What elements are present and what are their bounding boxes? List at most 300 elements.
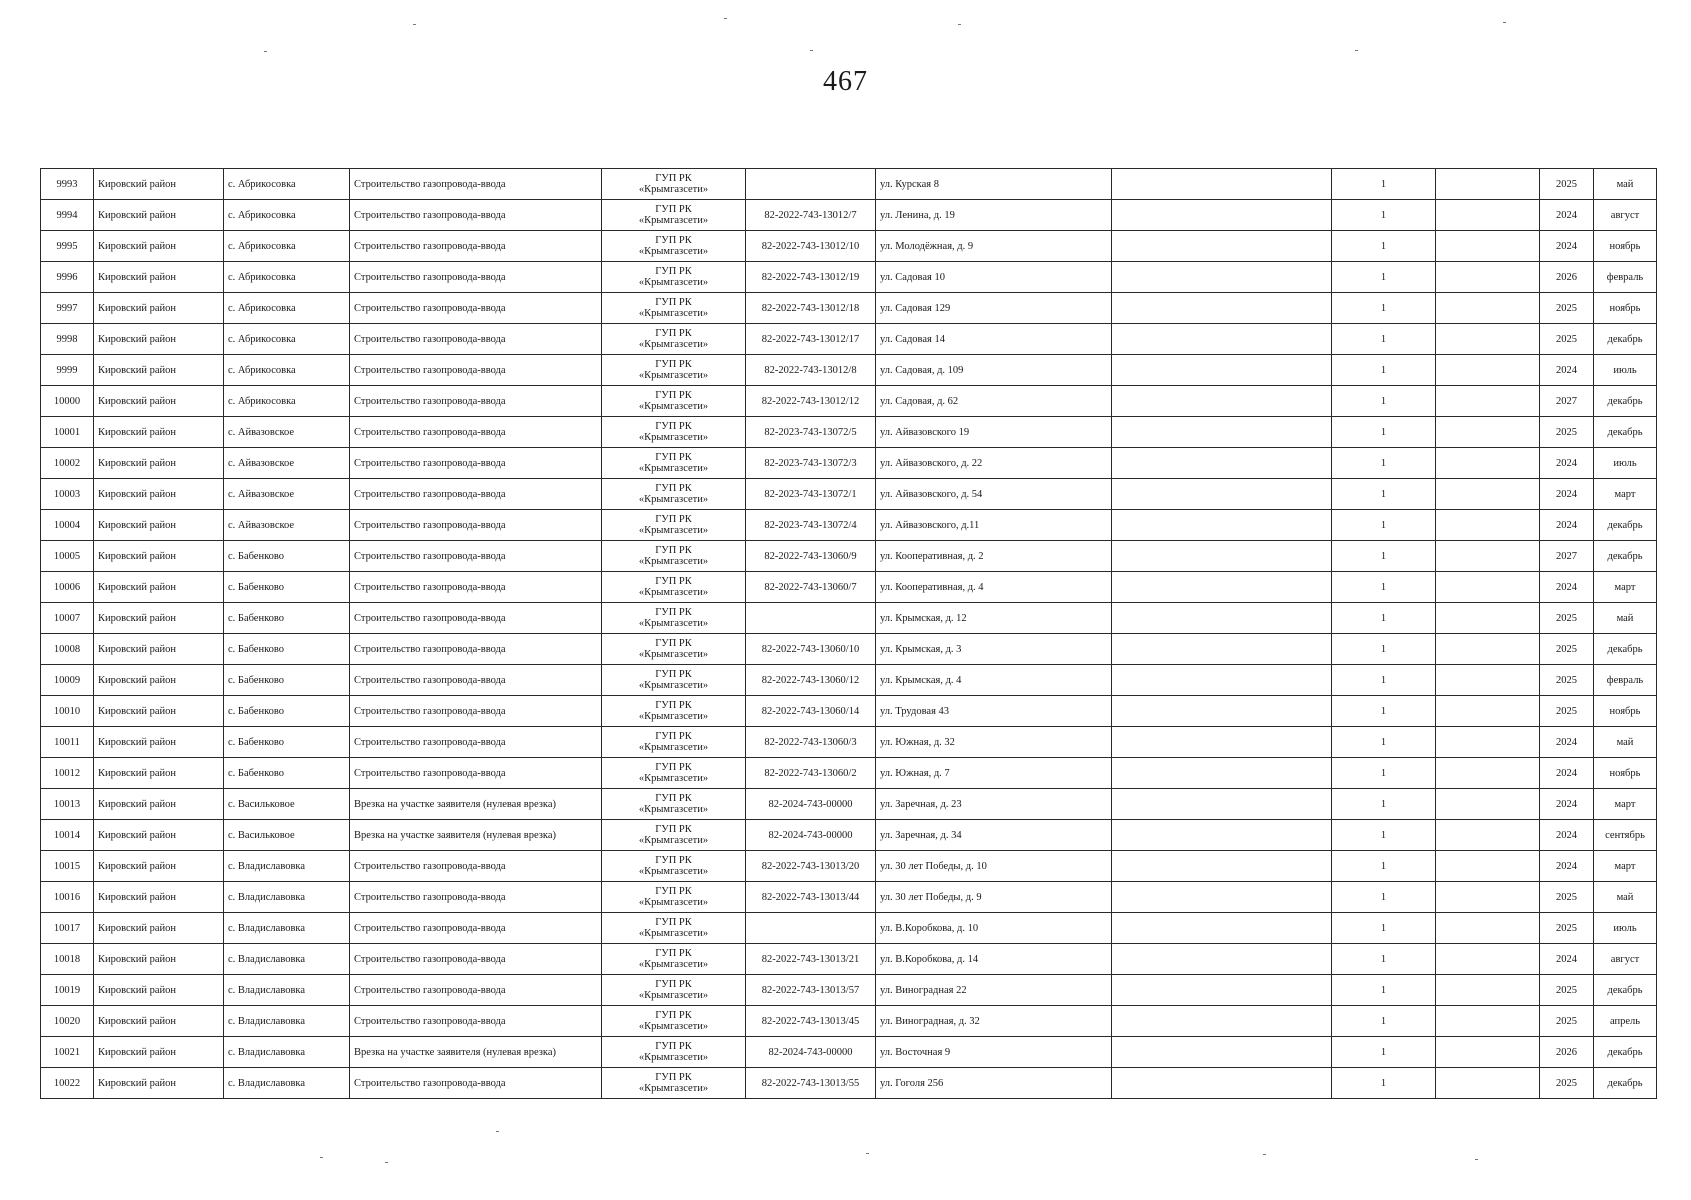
cell-settlement: с. Владиславовка xyxy=(224,913,350,944)
organization-brand: «Крымгазсети» xyxy=(638,401,709,412)
organization-brand: «Крымгазсети» xyxy=(638,1083,709,1094)
cell-code: 82-2022-743-13060/7 xyxy=(746,572,876,603)
cell-settlement: с. Бабенково xyxy=(224,572,350,603)
organization-brand: «Крымгазсети» xyxy=(638,308,709,319)
cell-number: 10011 xyxy=(41,727,94,758)
cell-year: 2025 xyxy=(1540,975,1594,1006)
scan-speck xyxy=(1263,1154,1266,1155)
organization-name: ГУП РК xyxy=(655,390,692,401)
cell-code: 82-2022-743-13012/17 xyxy=(746,324,876,355)
cell-organization xyxy=(602,200,746,231)
cell-quantity: 1 xyxy=(1332,975,1436,1006)
cell-work-type: Строительство газопровода-ввода xyxy=(350,324,602,355)
cell-work-type: Строительство газопровода-ввода xyxy=(350,634,602,665)
cell-extra xyxy=(1436,448,1540,479)
table-row xyxy=(41,603,1657,634)
cell-quantity: 1 xyxy=(1332,572,1436,603)
table-row xyxy=(41,913,1657,944)
organization-name: ГУП РК xyxy=(655,824,692,835)
cell-district: Кировский район xyxy=(94,758,224,789)
cell-work-type: Строительство газопровода-ввода xyxy=(350,1006,602,1037)
cell-note xyxy=(1112,479,1332,510)
cell-code: 82-2022-743-13013/55 xyxy=(746,1068,876,1099)
cell-note xyxy=(1112,572,1332,603)
organization-name: ГУП РК xyxy=(655,576,692,587)
cell-note xyxy=(1112,1068,1332,1099)
cell-organization xyxy=(602,1037,746,1068)
cell-organization xyxy=(602,603,746,634)
cell-month: февраль xyxy=(1594,262,1657,293)
organization-name: ГУП РК xyxy=(655,204,692,215)
table-body xyxy=(41,169,1657,1099)
organization-brand: «Крымгазсети» xyxy=(638,587,709,598)
cell-number: 10003 xyxy=(41,479,94,510)
cell-work-type: Строительство газопровода-ввода xyxy=(350,851,602,882)
cell-note xyxy=(1112,820,1332,851)
table-row xyxy=(41,975,1657,1006)
cell-quantity: 1 xyxy=(1332,882,1436,913)
table-row xyxy=(41,820,1657,851)
cell-settlement: с. Абрикосовка xyxy=(224,324,350,355)
cell-district: Кировский район xyxy=(94,200,224,231)
cell-district: Кировский район xyxy=(94,727,224,758)
cell-month: март xyxy=(1594,789,1657,820)
cell-settlement: с. Васильковое xyxy=(224,820,350,851)
cell-year: 2026 xyxy=(1540,1037,1594,1068)
cell-work-type: Строительство газопровода-ввода xyxy=(350,727,602,758)
cell-address: ул. Айвазовского 19 xyxy=(876,417,1112,448)
organization-brand: «Крымгазсети» xyxy=(638,835,709,846)
cell-district: Кировский район xyxy=(94,448,224,479)
cell-quantity: 1 xyxy=(1332,1068,1436,1099)
cell-number: 10006 xyxy=(41,572,94,603)
cell-settlement: с. Айвазовское xyxy=(224,448,350,479)
cell-note xyxy=(1112,324,1332,355)
cell-settlement: с. Бабенково xyxy=(224,727,350,758)
cell-code xyxy=(746,603,876,634)
cell-settlement: с. Абрикосовка xyxy=(224,355,350,386)
cell-number: 10013 xyxy=(41,789,94,820)
organization-name: ГУП РК xyxy=(655,793,692,804)
cell-number: 10009 xyxy=(41,665,94,696)
cell-extra xyxy=(1436,727,1540,758)
cell-month: июль xyxy=(1594,448,1657,479)
cell-code: 82-2024-743-00000 xyxy=(746,820,876,851)
cell-address: ул. Крымская, д. 3 xyxy=(876,634,1112,665)
cell-work-type: Строительство газопровода-ввода xyxy=(350,696,602,727)
cell-year: 2025 xyxy=(1540,603,1594,634)
table-row xyxy=(41,572,1657,603)
cell-month: декабрь xyxy=(1594,324,1657,355)
cell-settlement: с. Айвазовское xyxy=(224,479,350,510)
cell-district: Кировский район xyxy=(94,1068,224,1099)
cell-work-type: Строительство газопровода-ввода xyxy=(350,355,602,386)
cell-address: ул. Курская 8 xyxy=(876,169,1112,200)
cell-organization xyxy=(602,696,746,727)
cell-number: 9993 xyxy=(41,169,94,200)
organization-name: ГУП РК xyxy=(655,1041,692,1052)
cell-year: 2025 xyxy=(1540,417,1594,448)
cell-number: 9994 xyxy=(41,200,94,231)
cell-organization xyxy=(602,355,746,386)
cell-extra xyxy=(1436,541,1540,572)
cell-address: ул. Восточная 9 xyxy=(876,1037,1112,1068)
cell-address: ул. 30 лет Победы, д. 9 xyxy=(876,882,1112,913)
cell-organization xyxy=(602,665,746,696)
cell-month: май xyxy=(1594,727,1657,758)
cell-district: Кировский район xyxy=(94,572,224,603)
organization-brand: «Крымгазсети» xyxy=(638,897,709,908)
cell-quantity: 1 xyxy=(1332,262,1436,293)
cell-month: май xyxy=(1594,603,1657,634)
cell-address: ул. Айвазовского, д. 54 xyxy=(876,479,1112,510)
cell-extra xyxy=(1436,293,1540,324)
cell-year: 2024 xyxy=(1540,727,1594,758)
cell-address: ул. Садовая 10 xyxy=(876,262,1112,293)
cell-note xyxy=(1112,882,1332,913)
cell-code: 82-2023-743-13072/1 xyxy=(746,479,876,510)
organization-brand: «Крымгазсети» xyxy=(638,804,709,815)
organization-brand: «Крымгазсети» xyxy=(638,649,709,660)
cell-code: 82-2022-743-13012/10 xyxy=(746,231,876,262)
cell-number: 10021 xyxy=(41,1037,94,1068)
table-row xyxy=(41,696,1657,727)
cell-district: Кировский район xyxy=(94,820,224,851)
scan-speck xyxy=(385,1162,388,1163)
scan-speck xyxy=(320,1157,323,1158)
table-row xyxy=(41,541,1657,572)
cell-note xyxy=(1112,169,1332,200)
cell-district: Кировский район xyxy=(94,1037,224,1068)
cell-extra xyxy=(1436,975,1540,1006)
cell-quantity: 1 xyxy=(1332,1037,1436,1068)
cell-address: ул. Крымская, д. 12 xyxy=(876,603,1112,634)
cell-code: 82-2022-743-13060/12 xyxy=(746,665,876,696)
cell-quantity: 1 xyxy=(1332,355,1436,386)
cell-district: Кировский район xyxy=(94,851,224,882)
organization-brand: «Крымгазсети» xyxy=(638,1052,709,1063)
cell-settlement: с. Владиславовка xyxy=(224,1037,350,1068)
cell-note xyxy=(1112,913,1332,944)
cell-note xyxy=(1112,200,1332,231)
organization-brand: «Крымгазсети» xyxy=(638,277,709,288)
organization-name: ГУП РК xyxy=(655,483,692,494)
cell-quantity: 1 xyxy=(1332,324,1436,355)
cell-address: ул. Южная, д. 7 xyxy=(876,758,1112,789)
cell-year: 2025 xyxy=(1540,882,1594,913)
organization-brand: «Крымгазсети» xyxy=(638,959,709,970)
table-row xyxy=(41,789,1657,820)
cell-district: Кировский район xyxy=(94,1006,224,1037)
table-row xyxy=(41,727,1657,758)
cell-year: 2025 xyxy=(1540,1068,1594,1099)
cell-address: ул. Виноградная, д. 32 xyxy=(876,1006,1112,1037)
cell-settlement: с. Владиславовка xyxy=(224,851,350,882)
cell-number: 10000 xyxy=(41,386,94,417)
cell-extra xyxy=(1436,665,1540,696)
cell-year: 2024 xyxy=(1540,789,1594,820)
cell-settlement: с. Абрикосовка xyxy=(224,169,350,200)
table-row xyxy=(41,293,1657,324)
cell-extra xyxy=(1436,944,1540,975)
cell-quantity: 1 xyxy=(1332,1006,1436,1037)
cell-quantity: 1 xyxy=(1332,200,1436,231)
table-row xyxy=(41,1037,1657,1068)
cell-code: 82-2022-743-13012/18 xyxy=(746,293,876,324)
cell-settlement: с. Айвазовское xyxy=(224,417,350,448)
cell-address: ул. Заречная, д. 23 xyxy=(876,789,1112,820)
organization-brand: «Крымгазсети» xyxy=(638,618,709,629)
cell-address: ул. Айвазовского, д. 22 xyxy=(876,448,1112,479)
cell-code: 82-2022-743-13013/20 xyxy=(746,851,876,882)
cell-work-type: Строительство газопровода-ввода xyxy=(350,944,602,975)
cell-district: Кировский район xyxy=(94,789,224,820)
cell-extra xyxy=(1436,479,1540,510)
cell-note xyxy=(1112,944,1332,975)
cell-number: 10005 xyxy=(41,541,94,572)
cell-note xyxy=(1112,789,1332,820)
organization-brand: «Крымгазсети» xyxy=(638,556,709,567)
organization-name: ГУП РК xyxy=(655,1072,692,1083)
cell-organization xyxy=(602,293,746,324)
cell-month: март xyxy=(1594,851,1657,882)
organization-name: ГУП РК xyxy=(655,855,692,866)
cell-extra xyxy=(1436,169,1540,200)
organization-brand: «Крымгазсети» xyxy=(638,1021,709,1032)
cell-quantity: 1 xyxy=(1332,634,1436,665)
cell-extra xyxy=(1436,758,1540,789)
cell-address: ул. Гоголя 256 xyxy=(876,1068,1112,1099)
organization-name: ГУП РК xyxy=(655,700,692,711)
cell-code xyxy=(746,913,876,944)
cell-settlement: с. Васильковое xyxy=(224,789,350,820)
cell-settlement: с. Бабенково xyxy=(224,603,350,634)
organization-brand: «Крымгазсети» xyxy=(638,680,709,691)
cell-number: 9996 xyxy=(41,262,94,293)
cell-work-type: Строительство газопровода-ввода xyxy=(350,603,602,634)
table-row xyxy=(41,634,1657,665)
table-row xyxy=(41,169,1657,200)
organization-name: ГУП РК xyxy=(655,359,692,370)
cell-code: 82-2022-743-13060/9 xyxy=(746,541,876,572)
cell-year: 2025 xyxy=(1540,169,1594,200)
cell-year: 2025 xyxy=(1540,665,1594,696)
cell-month: декабрь xyxy=(1594,417,1657,448)
cell-organization xyxy=(602,572,746,603)
cell-district: Кировский район xyxy=(94,541,224,572)
cell-code: 82-2022-743-13013/57 xyxy=(746,975,876,1006)
cell-month: декабрь xyxy=(1594,541,1657,572)
cell-number: 10001 xyxy=(41,417,94,448)
cell-year: 2024 xyxy=(1540,572,1594,603)
cell-settlement: с. Бабенково xyxy=(224,696,350,727)
organization-name: ГУП РК xyxy=(655,514,692,525)
organization-name: ГУП РК xyxy=(655,173,692,184)
table-row xyxy=(41,944,1657,975)
scan-speck xyxy=(1355,50,1358,51)
cell-address: ул. Ленина, д. 19 xyxy=(876,200,1112,231)
cell-note xyxy=(1112,975,1332,1006)
cell-note xyxy=(1112,448,1332,479)
cell-year: 2024 xyxy=(1540,510,1594,541)
cell-organization xyxy=(602,448,746,479)
table-row xyxy=(41,758,1657,789)
cell-number: 9997 xyxy=(41,293,94,324)
cell-organization xyxy=(602,417,746,448)
cell-extra xyxy=(1436,1068,1540,1099)
scan-speck xyxy=(413,24,416,25)
cell-quantity: 1 xyxy=(1332,448,1436,479)
organization-name: ГУП РК xyxy=(655,886,692,897)
cell-note xyxy=(1112,727,1332,758)
cell-quantity: 1 xyxy=(1332,820,1436,851)
cell-year: 2025 xyxy=(1540,324,1594,355)
cell-district: Кировский район xyxy=(94,603,224,634)
cell-organization xyxy=(602,851,746,882)
cell-work-type: Строительство газопровода-ввода xyxy=(350,510,602,541)
cell-year: 2025 xyxy=(1540,1006,1594,1037)
cell-extra xyxy=(1436,603,1540,634)
cell-address: ул. Крымская, д. 4 xyxy=(876,665,1112,696)
cell-address: ул. Садовая, д. 109 xyxy=(876,355,1112,386)
cell-year: 2027 xyxy=(1540,386,1594,417)
organization-name: ГУП РК xyxy=(655,1010,692,1021)
cell-district: Кировский район xyxy=(94,696,224,727)
cell-number: 10002 xyxy=(41,448,94,479)
cell-work-type: Строительство газопровода-ввода xyxy=(350,975,602,1006)
cell-settlement: с. Бабенково xyxy=(224,541,350,572)
cell-note xyxy=(1112,231,1332,262)
scan-speck xyxy=(810,50,813,51)
cell-organization xyxy=(602,820,746,851)
table-row xyxy=(41,386,1657,417)
organization-name: ГУП РК xyxy=(655,762,692,773)
cell-code: 82-2022-743-13012/19 xyxy=(746,262,876,293)
cell-code: 82-2022-743-13060/3 xyxy=(746,727,876,758)
cell-organization xyxy=(602,727,746,758)
organization-brand: «Крымгазсети» xyxy=(638,432,709,443)
cell-settlement: с. Владиславовка xyxy=(224,975,350,1006)
cell-number: 10008 xyxy=(41,634,94,665)
cell-district: Кировский район xyxy=(94,665,224,696)
organization-name: ГУП РК xyxy=(655,266,692,277)
cell-quantity: 1 xyxy=(1332,541,1436,572)
cell-organization xyxy=(602,231,746,262)
cell-organization xyxy=(602,262,746,293)
cell-quantity: 1 xyxy=(1332,665,1436,696)
cell-work-type: Врезка на участке заявителя (нулевая врезка) xyxy=(350,820,602,851)
cell-year: 2027 xyxy=(1540,541,1594,572)
cell-district: Кировский район xyxy=(94,479,224,510)
cell-organization xyxy=(602,913,746,944)
cell-work-type: Врезка на участке заявителя (нулевая врезка) xyxy=(350,789,602,820)
organization-name: ГУП РК xyxy=(655,452,692,463)
organization-brand: «Крымгазсети» xyxy=(638,711,709,722)
cell-month: декабрь xyxy=(1594,1037,1657,1068)
cell-quantity: 1 xyxy=(1332,231,1436,262)
cell-work-type: Строительство газопровода-ввода xyxy=(350,572,602,603)
cell-settlement: с. Айвазовское xyxy=(224,510,350,541)
cell-district: Кировский район xyxy=(94,293,224,324)
cell-year: 2024 xyxy=(1540,479,1594,510)
cell-month: март xyxy=(1594,479,1657,510)
cell-work-type: Строительство газопровода-ввода xyxy=(350,541,602,572)
cell-work-type: Строительство газопровода-ввода xyxy=(350,293,602,324)
cell-extra xyxy=(1436,262,1540,293)
cell-work-type: Строительство газопровода-ввода xyxy=(350,262,602,293)
cell-extra xyxy=(1436,200,1540,231)
cell-organization xyxy=(602,386,746,417)
cell-work-type: Строительство газопровода-ввода xyxy=(350,417,602,448)
cell-number: 9998 xyxy=(41,324,94,355)
cell-note xyxy=(1112,541,1332,572)
cell-district: Кировский район xyxy=(94,386,224,417)
cell-work-type: Строительство газопровода-ввода xyxy=(350,913,602,944)
cell-year: 2024 xyxy=(1540,820,1594,851)
cell-organization xyxy=(602,510,746,541)
cell-address: ул. Садовая, д. 62 xyxy=(876,386,1112,417)
registry-table xyxy=(40,168,1657,1099)
organization-brand: «Крымгазсети» xyxy=(638,246,709,257)
cell-extra xyxy=(1436,572,1540,603)
cell-note xyxy=(1112,417,1332,448)
cell-note xyxy=(1112,851,1332,882)
organization-brand: «Крымгазсети» xyxy=(638,990,709,1001)
cell-number: 10014 xyxy=(41,820,94,851)
cell-code: 82-2022-743-13013/44 xyxy=(746,882,876,913)
cell-settlement: с. Абрикосовка xyxy=(224,262,350,293)
cell-work-type: Строительство газопровода-ввода xyxy=(350,758,602,789)
cell-code: 82-2024-743-00000 xyxy=(746,789,876,820)
table-row xyxy=(41,200,1657,231)
cell-organization xyxy=(602,324,746,355)
cell-organization xyxy=(602,758,746,789)
organization-name: ГУП РК xyxy=(655,607,692,618)
organization-brand: «Крымгазсети» xyxy=(638,339,709,350)
cell-month: ноябрь xyxy=(1594,231,1657,262)
cell-address: ул. Кооперативная, д. 4 xyxy=(876,572,1112,603)
cell-month: август xyxy=(1594,944,1657,975)
cell-address: ул. Трудовая 43 xyxy=(876,696,1112,727)
scan-speck xyxy=(1503,22,1506,23)
organization-brand: «Крымгазсети» xyxy=(638,773,709,784)
cell-month: ноябрь xyxy=(1594,293,1657,324)
cell-code: 82-2022-743-13060/2 xyxy=(746,758,876,789)
cell-address: ул. В.Коробкова, д. 14 xyxy=(876,944,1112,975)
table-row xyxy=(41,231,1657,262)
cell-settlement: с. Владиславовка xyxy=(224,1068,350,1099)
cell-number: 10017 xyxy=(41,913,94,944)
table-row xyxy=(41,262,1657,293)
cell-district: Кировский район xyxy=(94,231,224,262)
cell-note xyxy=(1112,603,1332,634)
cell-code: 82-2022-743-13012/7 xyxy=(746,200,876,231)
cell-organization xyxy=(602,1068,746,1099)
cell-extra xyxy=(1436,355,1540,386)
table-row xyxy=(41,1068,1657,1099)
table-row xyxy=(41,324,1657,355)
cell-code: 82-2023-743-13072/3 xyxy=(746,448,876,479)
organization-brand: «Крымгазсети» xyxy=(638,184,709,195)
cell-address: ул. 30 лет Победы, д. 10 xyxy=(876,851,1112,882)
organization-name: ГУП РК xyxy=(655,297,692,308)
cell-address: ул. Виноградная 22 xyxy=(876,975,1112,1006)
cell-code: 82-2022-743-13012/8 xyxy=(746,355,876,386)
cell-district: Кировский район xyxy=(94,262,224,293)
cell-month: март xyxy=(1594,572,1657,603)
cell-year: 2025 xyxy=(1540,634,1594,665)
organization-brand: «Крымгазсети» xyxy=(638,928,709,939)
